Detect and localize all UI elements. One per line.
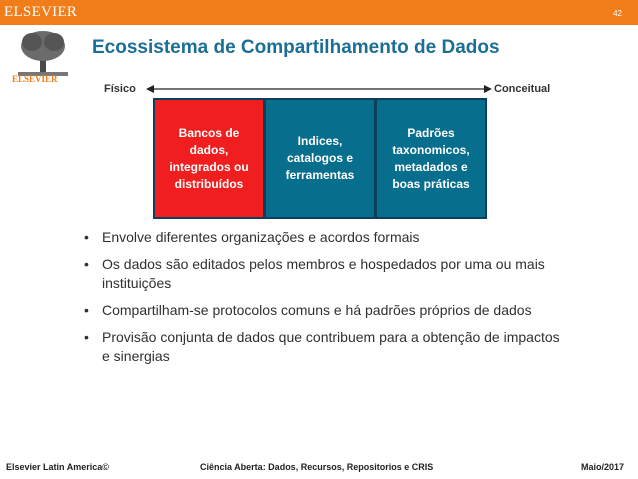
slide-title: Ecossistema de Compartilhamento de Dados bbox=[92, 37, 500, 58]
list-item: • Compartilham-se protocolos comuns e há padrões próprios de dados bbox=[84, 302, 532, 318]
double-arrow-icon bbox=[146, 82, 492, 96]
header-bar bbox=[0, 0, 638, 25]
bullet-dot-icon: • bbox=[84, 302, 89, 318]
spectrum-left-label: Físico bbox=[104, 83, 136, 95]
footer-right: Maio/2017 bbox=[580, 462, 624, 472]
bullet-list bbox=[84, 228, 564, 374]
list-item: • Provisão conjunta de dados que contribuem para a obtenção de impactos e sinergias bbox=[84, 329, 560, 364]
brand-text: ELSEVIER bbox=[4, 4, 78, 20]
spectrum-right-label: Conceitual bbox=[494, 83, 551, 95]
box-indexes bbox=[264, 98, 376, 219]
logo-text: ELSEVIER bbox=[12, 74, 58, 84]
box-databases-text: Bancos de dados, integrados ou distribuídos bbox=[169, 125, 249, 191]
box-standards-text: Padrões taxonomicos, metadados e boas práticas bbox=[392, 125, 470, 191]
bullet-dot-icon: • bbox=[84, 256, 89, 272]
bullet-dot-icon: • bbox=[84, 329, 89, 345]
bullet-dot-icon: • bbox=[84, 229, 89, 245]
list-item: • Os dados são editados pelos membros e hospedados por uma ou mais instituições bbox=[84, 256, 545, 291]
box-indexes-text: Indices, catalogos e ferramentas bbox=[285, 134, 355, 182]
footer-center: Ciência Aberta: Dados, Recursos, Repositorios e CRIS bbox=[200, 462, 434, 472]
page-number: 42 bbox=[613, 9, 622, 18]
box-standards bbox=[375, 98, 487, 219]
list-item: • Envolve diferentes organizações e acordos formais bbox=[84, 229, 420, 245]
footer-left: Elsevier Latin America© bbox=[6, 462, 109, 472]
box-databases bbox=[153, 98, 265, 219]
